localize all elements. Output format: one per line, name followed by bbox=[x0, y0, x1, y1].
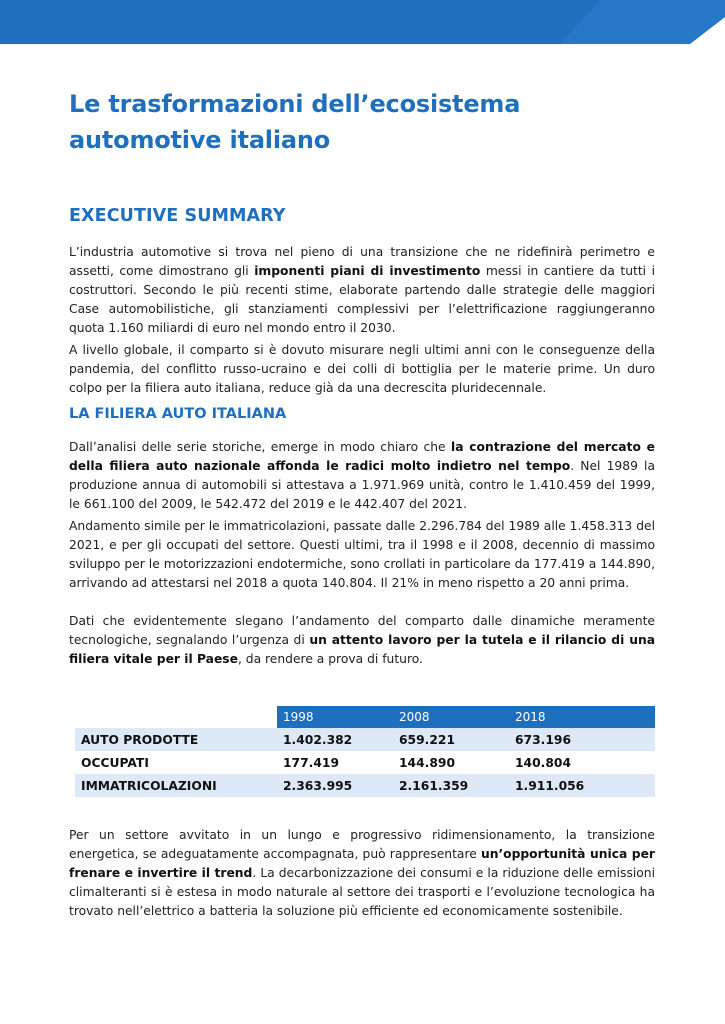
paragraph-bold: un’opportunità unica per frenare e invertire il trend bbox=[69, 847, 655, 880]
table-row bbox=[75, 774, 655, 797]
table-cell: 144.890 bbox=[399, 755, 456, 770]
table-header-row bbox=[75, 706, 655, 728]
paragraph-historical-series bbox=[69, 438, 655, 514]
paragraph-energy-transition bbox=[69, 826, 655, 921]
statistics-table bbox=[75, 706, 655, 797]
paragraph-bold: imponenti piani di investimento bbox=[254, 264, 481, 278]
filiera-heading: LA FILIERA AUTO ITALIANA bbox=[69, 406, 287, 422]
page-title-line-2: automotive italiano bbox=[69, 126, 331, 154]
paragraph-bold: la contrazione del mercato e della filiera auto nazionale affonda le radici molto indietro nel tempo bbox=[69, 440, 655, 473]
table-row bbox=[75, 751, 655, 774]
table-cell: 1.402.382 bbox=[277, 728, 393, 751]
paragraph-text: L’industria automotive si trova nel pieno di una transizione che ne ridefinirà perimetro e assetti, come dimostrano gli bbox=[69, 245, 655, 278]
paragraph-text: Dall’analisi delle serie storiche, emerge in modo chiaro che bbox=[69, 440, 451, 454]
table-cell: 2.363.995 bbox=[277, 774, 393, 797]
table-row bbox=[75, 728, 655, 751]
page-title-line-1: Le trasformazioni dell’ecosistema bbox=[69, 90, 521, 118]
header-band bbox=[0, 0, 725, 44]
table-cell: 177.419 bbox=[283, 755, 340, 770]
paragraph-text: , da rendere a prova di futuro. bbox=[237, 652, 423, 666]
table-cell: 1.911.056 bbox=[509, 774, 655, 797]
row-label: OCCUPATI bbox=[81, 755, 149, 770]
paragraph-investments bbox=[69, 243, 655, 338]
paragraph-text: Dati che evidentemente slegano l’andamento del comparto dalle dinamiche meramente tecnologiche, segnalando l’urgenza di bbox=[69, 614, 655, 647]
table-cell: 2.161.359 bbox=[393, 774, 509, 797]
row-label: IMMATRICOLAZIONI bbox=[75, 774, 277, 797]
table-cell: 673.196 bbox=[509, 728, 655, 751]
table-header-2018: 2018 bbox=[509, 706, 655, 728]
paragraph-text: . La decarbonizzazione dei consumi e la riduzione delle emissioni climalteranti si è estesa in modo naturale al settore dei trasporti e l’evoluzione tecnologica ha trovato nell’elettrico a batteria la soluzione più efficiente ed economicamente sostenibile. bbox=[69, 866, 655, 918]
row-label: AUTO PRODOTTE bbox=[75, 728, 277, 751]
table-header-2008: 2008 bbox=[393, 706, 509, 728]
table-cell: 659.221 bbox=[393, 728, 509, 751]
paragraph-bold: un attento lavoro per la tutela e il rilancio di una filiera vitale per il Paese bbox=[69, 633, 656, 666]
table-header-1998: 1998 bbox=[277, 706, 393, 728]
table-header-empty bbox=[75, 706, 277, 728]
table-cell: 140.804 bbox=[515, 755, 572, 770]
header-band-shape bbox=[0, 0, 725, 44]
paragraph-text: messi in cantiere da tutti i costruttori. Secondo le più recenti stime, elaborate partendo dalle strategie delle maggiori Case automobilistiche, gli stanziamenti complessivi per l’elettrificazione raggiungeranno quota 1.160 miliardi di euro nel mondo entro il 2030. bbox=[69, 264, 655, 335]
paragraph-text: Per un settore avvitato in un lungo e progressivo ridimensionamento, la transizione energetica, se adeguatamente accompagnata, può rappresentare bbox=[69, 828, 655, 861]
paragraph-text: . Nel 1989 la produzione annua di automobili si attestava a 1.971.969 unità, contro le 1.410.459 del 1999, le 661.100 del 2009, le 542.472 del 2019 e le 442.407 del 2021. bbox=[69, 459, 655, 511]
executive-summary-heading: EXECUTIVE SUMMARY bbox=[69, 206, 286, 226]
page-title bbox=[69, 86, 669, 158]
paragraph-registrations-employment: Andamento simile per le immatricolazioni, passate dalle 2.296.784 del 1989 alle 1.458.313 del 2021, e per gli occupati del settore. Questi ultimi, tra il 1998 e il 2008, decennio di massimo sviluppo per le motorizzazioni endotermiche, sono crollati in particolare da 177.419 a 144.890, arrivando ad attestarsi nel 2018 a quota 140.804. Il 21% in meno rispetto a 20 anni prima. bbox=[69, 519, 655, 590]
paragraph-global-context: A livello globale, il comparto si è dovuto misurare negli ultimi anni con le conseguenze della pandemia, del conflitto russo-ucraino e dei colli di bottiglia per le materie prime. Un duro colpo per la filiera auto italiana, reduce già da una decrescita pluridecennale. bbox=[69, 343, 655, 395]
paragraph-urgency bbox=[69, 612, 655, 669]
